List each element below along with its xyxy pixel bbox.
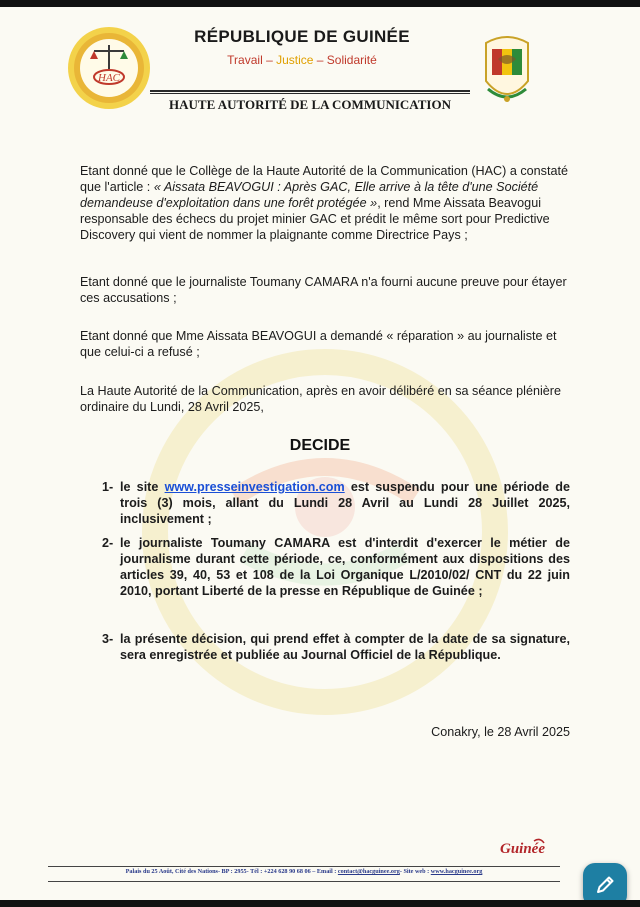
authority-title: HAUTE AUTORITÉ DE LA COMMUNICATION (169, 97, 451, 112)
motto: Travail – Justice – Solidarité (227, 53, 377, 67)
decision-item-3: 3- la présente décision, qui prend effet à compter de la date de sa signature, sera enregistrée et publiée au Journal Officiel de la République. (102, 632, 570, 662)
hac-logo-text: HAC (98, 72, 120, 84)
footer-rule-bottom (48, 881, 560, 882)
document-page (0, 7, 640, 900)
coat-of-arms-icon (478, 29, 536, 113)
bottom-bar (0, 900, 640, 907)
footer-address: Palais du 25 Août, Cité des Nations- BP : 2955- Tél : +224 628 90 68 06 – Email : contact@hacguinee.org- Site web : www.hacguinee.org (125, 868, 483, 875)
decision-item-1: 1- le site www.presseinvestigation.com est suspendu pour une période de trois (3) mois, allant du Lundi 28 Avril au Lundi 28 Juillet 2025, inclusivement ; (102, 480, 571, 526)
decide-heading: DECIDE (289, 437, 351, 454)
top-bar (0, 0, 640, 7)
republic-title: RÉPUBLIQUE DE GUINÉE (194, 27, 410, 46)
edit-button[interactable] (583, 863, 627, 900)
signature (498, 835, 562, 861)
footer-rule-top (48, 866, 560, 867)
site-link[interactable]: www.presseinvestigation.com (164, 480, 345, 494)
svg-text:Guinée: Guinée (500, 841, 545, 857)
footer-site-link[interactable]: www.hacguinee.org (430, 868, 483, 875)
paragraph-no-proof: Etant donné que le journaliste Toumany CAMARA n'a fourni aucune preuve pour étayer ces accusations ; (80, 275, 567, 305)
hac-logo (66, 25, 152, 111)
header-rule-thin (150, 93, 470, 94)
pencil-icon (583, 863, 627, 900)
paragraph-considering-article: Etant donné que le Collège de la Haute Autorité de la Communication (HAC) a constaté que l'article : « Aissata BEAVOGUI : Après GAC, Elle arrive à la tête d'une Société demandeuse d'exploitation dans une forêt protégée », rend Mme Aissata Beavogui responsable des échecs du projet minier GAC et prédit le même sort pour Predictive Discovery qui vient de nommer la plaignante comme Directrice Pays ; (80, 164, 568, 242)
place-date: Conakry, le 28 Avril 2025 (431, 725, 570, 739)
paragraph-reparation: Etant donné que Mme Aissata BEAVOGUI a demandé « réparation » au journaliste et que celui-ci a refusé ; (80, 329, 557, 359)
decision-item-2: 2- le journaliste Toumany CAMARA est d'interdit d'exercer le métier de journalisme durant cette période, ce, conformément aux dispositions des articles 39, 40, 53 et 108 de la Loi Organique L/2010/02/ CNT du 22 juin 2010, portant Liberté de la presse en République de Guinée ; (102, 536, 570, 598)
paragraph-deliberation: La Haute Autorité de la Communication, après en avoir délibéré en sa séance plénière ordinaire du Lundi, 28 Avril 2025, (80, 384, 561, 414)
footer-email-link[interactable]: contact@hacguinee.org (337, 868, 400, 875)
header-rule (150, 90, 470, 92)
